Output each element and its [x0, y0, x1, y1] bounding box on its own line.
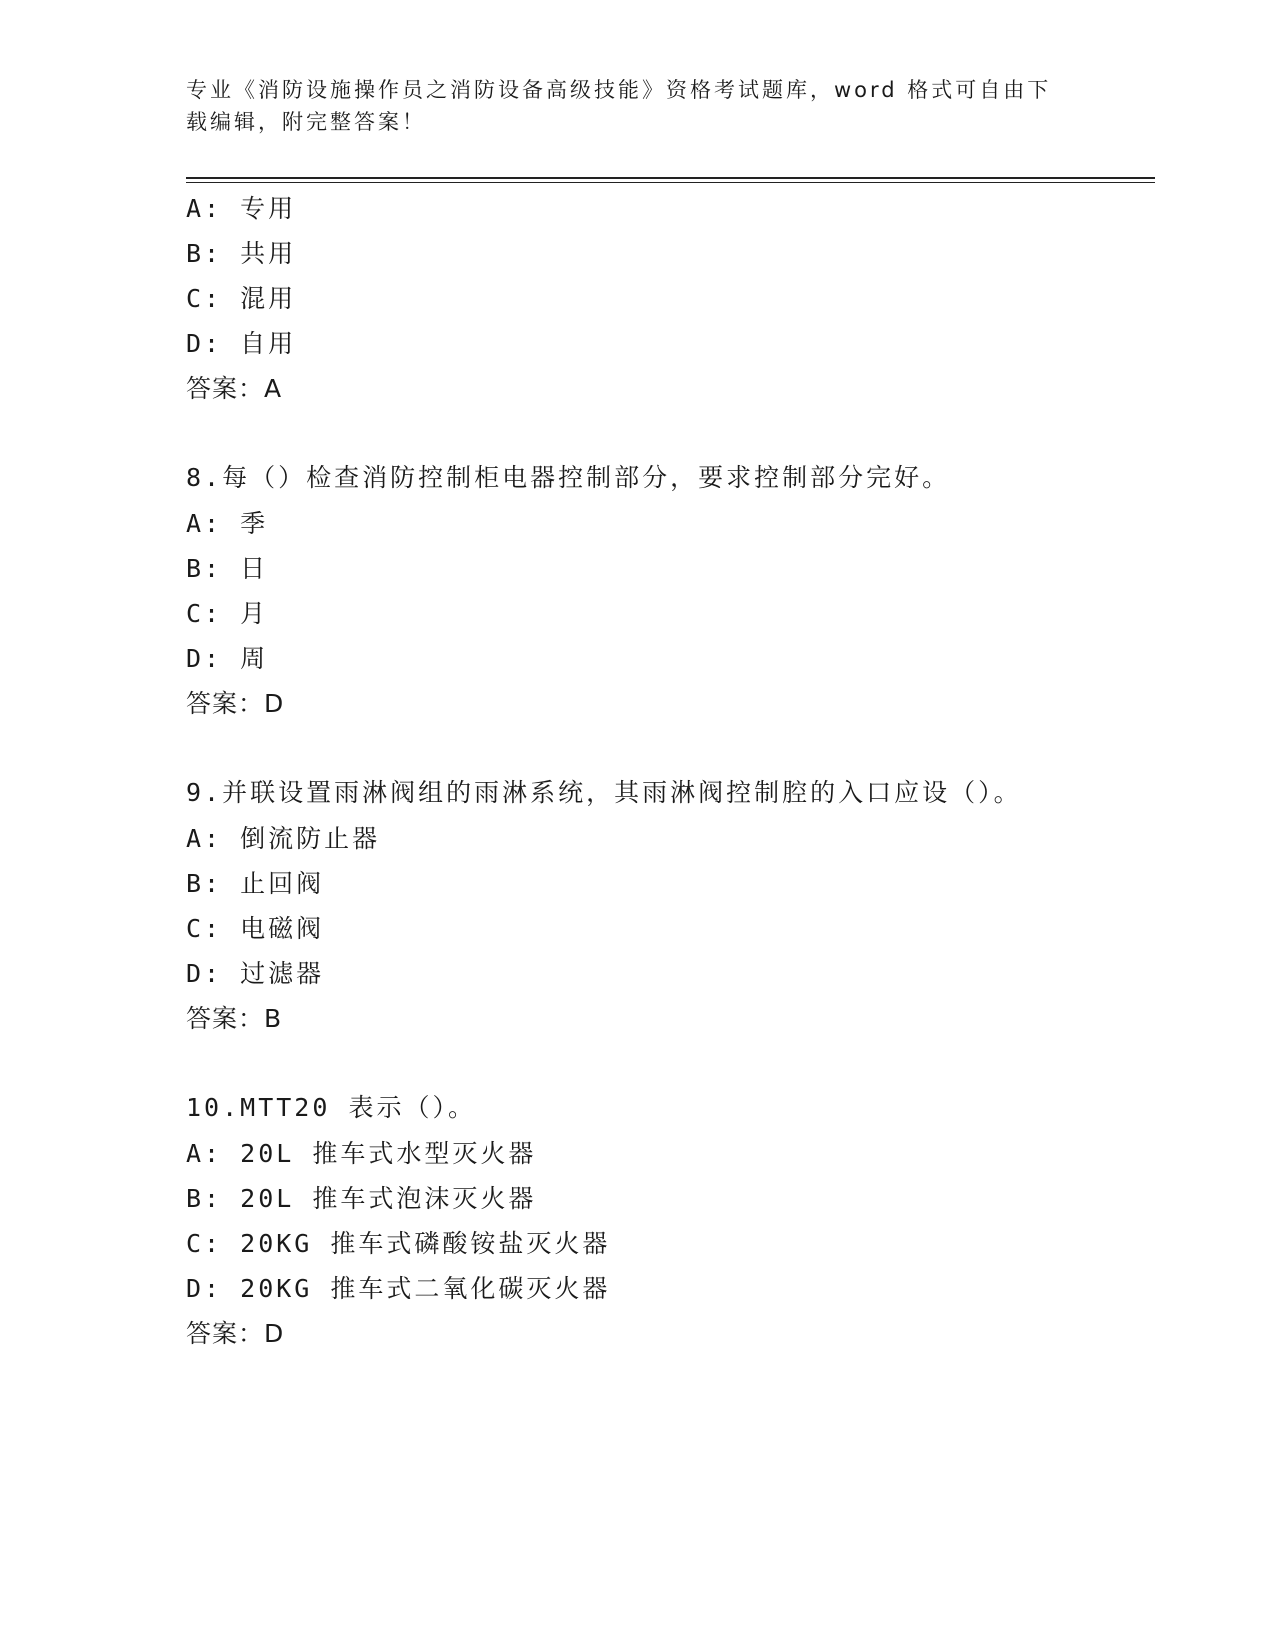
q10-option-b: B: 20L 推车式泡沫灭火器: [186, 1184, 537, 1213]
q8-answer: 答案：D: [186, 689, 285, 718]
q9-option-a: A: 倒流防止器: [186, 824, 381, 853]
q7-option-a: A: 专用: [186, 194, 297, 223]
q9-option-b: B: 止回阀: [186, 869, 325, 898]
q7-option-b: B: 共用: [186, 239, 297, 268]
header-rule-thick: [186, 177, 1155, 179]
q10-answer: 答案：D: [186, 1319, 285, 1348]
q7-answer: 答案：A: [186, 374, 283, 403]
q8-option-c: C: 月: [186, 599, 269, 628]
q8-option-a: A: 季: [186, 509, 269, 538]
q7-option-c: C: 混用: [186, 284, 297, 313]
q9-option-c: C: 电磁阀: [186, 914, 325, 943]
q8-question: 8.每（）检查消防控制柜电器控制部分，要求控制部分完好。: [186, 463, 951, 492]
document-header: [186, 74, 1066, 138]
q10-question: 10.MTT20 表示（）。: [186, 1093, 476, 1122]
header-rule-thin: [186, 182, 1155, 183]
q8-option-d: D: 周: [186, 644, 269, 673]
q8-option-b: B: 日: [186, 554, 269, 583]
q7-option-d: D: 自用: [186, 329, 297, 358]
q10-option-d: D: 20KG 推车式二氧化碳灭火器: [186, 1274, 611, 1303]
header-line-1: 专业《消防设施操作员之消防设备高级技能》资格考试题库，word 格式可自由下: [186, 78, 1052, 102]
q9-question: 9.并联设置雨淋阀组的雨淋系统，其雨淋阀控制腔的入口应设（）。: [186, 778, 1022, 807]
header-line-2: 载编辑，附完整答案！: [186, 110, 426, 134]
q9-answer: 答案：B: [186, 1004, 283, 1033]
q9-option-d: D: 过滤器: [186, 959, 325, 988]
q10-option-c: C: 20KG 推车式磷酸铵盐灭火器: [186, 1229, 611, 1258]
q10-option-a: A: 20L 推车式水型灭火器: [186, 1139, 537, 1168]
